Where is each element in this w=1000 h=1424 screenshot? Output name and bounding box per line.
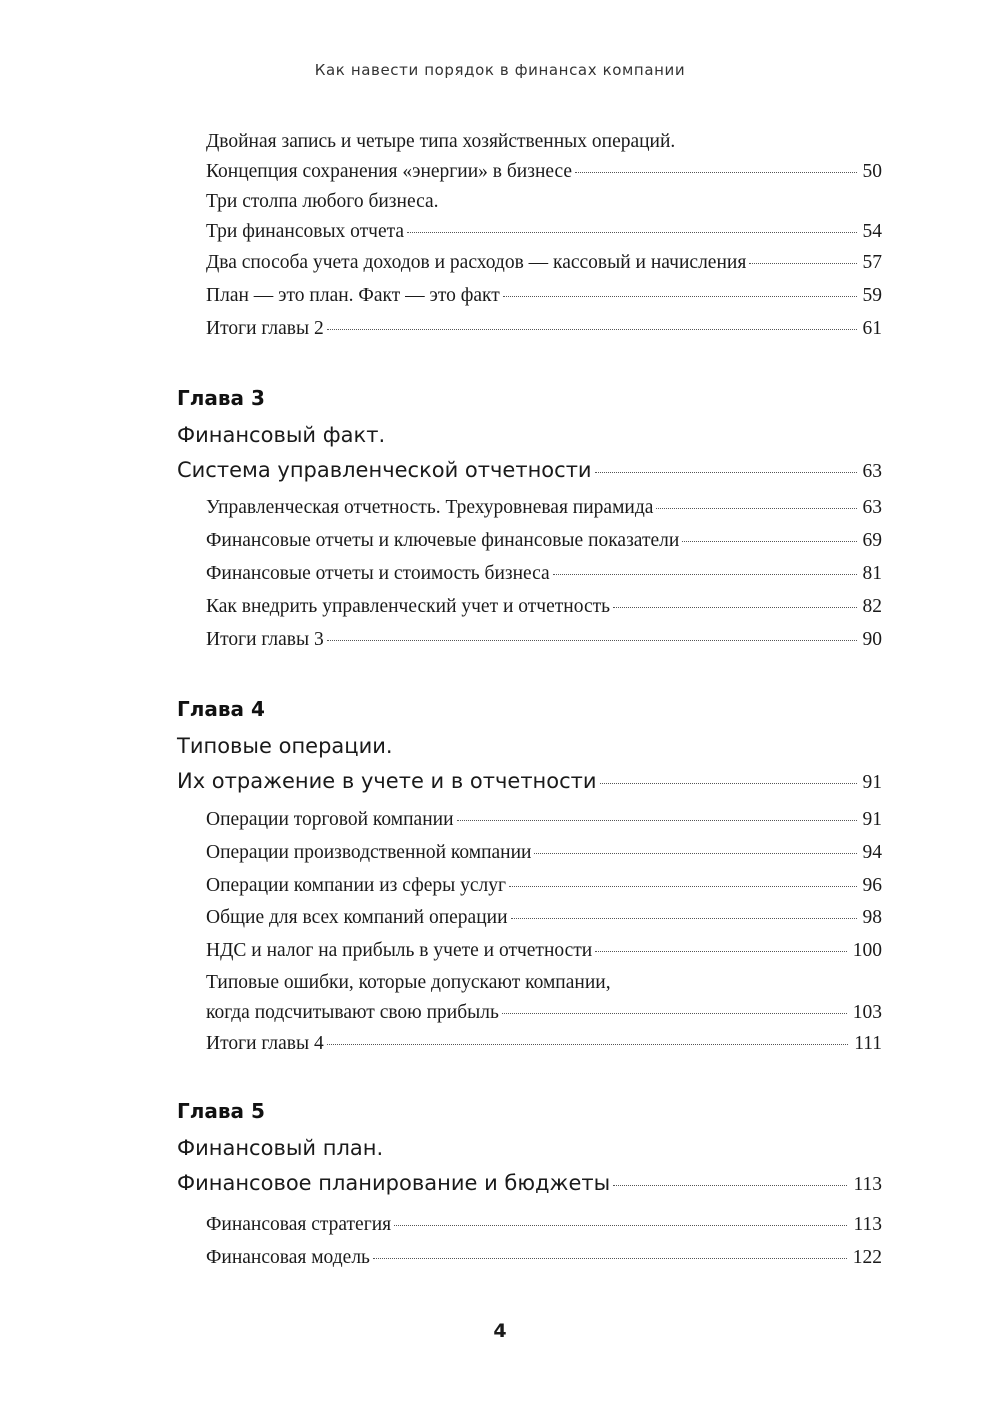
toc-page-number: 111 — [854, 1033, 882, 1054]
toc-page-number: 122 — [852, 1247, 882, 1268]
toc-entry[interactable] — [206, 525, 882, 557]
toc-entry[interactable] — [206, 186, 882, 248]
chapter-title[interactable] — [177, 1131, 882, 1201]
toc-entry[interactable] — [206, 1028, 882, 1060]
dot-leader — [457, 819, 857, 821]
toc-entry-title: Операции торговой компании — [206, 809, 454, 830]
dot-leader — [407, 231, 856, 233]
chapter-label: Глава 3 — [177, 386, 265, 410]
toc-entry-title: Финансовые отчеты и ключевые финансовые показатели — [206, 530, 680, 551]
chapter-title[interactable] — [177, 729, 882, 799]
toc-entry-title: Итоги главы 4 — [206, 1033, 324, 1054]
toc-page-number: 59 — [862, 285, 882, 306]
dot-leader — [575, 171, 856, 173]
toc-page-number: 50 — [862, 161, 882, 182]
toc-entry-title: Операции производственной компании — [206, 842, 532, 863]
toc-page-number: 91 — [862, 809, 882, 830]
page-number: 4 — [493, 1320, 507, 1342]
toc-page-number: 94 — [862, 842, 882, 863]
dot-leader — [327, 1043, 848, 1045]
toc-page-number: 90 — [862, 629, 882, 650]
toc-entry-title: Финансовая модель — [206, 1247, 370, 1268]
dot-leader — [749, 262, 856, 264]
dot-leader — [613, 1184, 847, 1186]
toc-page-number: 54 — [862, 221, 882, 242]
dot-leader — [595, 471, 857, 473]
dot-leader — [373, 1257, 847, 1259]
toc-entry[interactable] — [206, 837, 882, 869]
dot-leader — [511, 917, 857, 919]
toc-page-number: 81 — [862, 563, 882, 584]
toc-page-number: 96 — [862, 875, 882, 896]
toc-entry-title-line1: Три столпа любого бизнеса. — [206, 191, 439, 212]
dot-leader — [534, 852, 856, 854]
toc-entry-title: когда подсчитывают свою прибыль — [206, 1002, 499, 1023]
toc-entry[interactable] — [206, 126, 882, 188]
toc-entry-title-line1: Типовые ошибки, которые допускают компании, — [206, 972, 611, 993]
toc-entry[interactable] — [206, 280, 882, 312]
dot-leader — [682, 540, 856, 542]
toc-entry-title: Итоги главы 3 — [206, 629, 324, 650]
toc-entry-title: Два способа учета доходов и расходов — кассовый и начисления — [206, 252, 747, 273]
toc-entry-title-line1: Двойная запись и четыре типа хозяйственных операций. — [206, 131, 676, 152]
toc-page-number: 82 — [862, 596, 882, 617]
toc-page-number: 113 — [853, 1214, 882, 1235]
dot-leader — [327, 639, 857, 641]
chapter-page-number: 63 — [862, 461, 882, 482]
dot-leader — [600, 782, 857, 784]
toc-entry-title: НДС и налог на прибыль в учете и отчетности — [206, 940, 593, 961]
toc-entry[interactable] — [206, 492, 882, 524]
toc-entry[interactable] — [206, 558, 882, 590]
chapter-title-line1: Типовые операции. — [177, 734, 393, 758]
toc-entry-title: Как внедрить управленческий учет и отчетность — [206, 596, 611, 617]
toc-page-number: 98 — [862, 907, 882, 928]
toc-entry[interactable] — [206, 935, 882, 967]
chapter-title-line1: Финансовый план. — [177, 1136, 384, 1160]
dot-leader — [503, 295, 857, 297]
toc-page-number: 61 — [862, 318, 882, 339]
toc-entry-title: Финансовая стратегия — [206, 1214, 392, 1235]
toc-entry-title: Операции компании из сферы услуг — [206, 875, 507, 896]
toc-entry-title: Итоги главы 2 — [206, 318, 324, 339]
dot-leader — [656, 507, 856, 509]
toc-entry-title: Финансовые отчеты и стоимость бизнеса — [206, 563, 550, 584]
toc-entry[interactable] — [206, 967, 882, 1029]
toc-entry[interactable] — [206, 804, 882, 836]
running-head: Как навести порядок в финансах компании — [314, 61, 686, 79]
dot-leader — [613, 606, 856, 608]
toc-entry-title: Три финансовых отчета — [206, 221, 405, 242]
toc-page-number: 69 — [862, 530, 882, 551]
toc-entry-title: Управленческая отчетность. Трехуровневая пирамида — [206, 497, 654, 518]
chapter-title-line1: Финансовый факт. — [177, 423, 386, 447]
chapter-page-number: 113 — [853, 1174, 882, 1195]
dot-leader — [553, 573, 857, 575]
toc-entry-title: План — это план. Факт — это факт — [206, 285, 500, 306]
chapter-title-line2: Их отражение в учете и в отчетности — [177, 769, 597, 793]
toc-entry[interactable] — [206, 870, 882, 902]
chapter-title-line2: Система управленческой отчетности — [177, 458, 592, 482]
toc-entry[interactable] — [206, 247, 882, 279]
toc-entry[interactable] — [206, 902, 882, 934]
dot-leader — [509, 885, 856, 887]
chapter-page-number: 91 — [862, 772, 882, 793]
toc-page-number: 103 — [852, 1002, 882, 1023]
toc-entry-title: Общие для всех компаний операции — [206, 907, 508, 928]
toc-entry[interactable] — [206, 591, 882, 623]
toc-page-number: 63 — [862, 497, 882, 518]
dot-leader — [595, 950, 847, 952]
dot-leader — [394, 1224, 847, 1226]
chapter-title[interactable] — [177, 418, 882, 488]
chapter-label: Глава 5 — [177, 1099, 265, 1123]
toc-entry[interactable] — [206, 1242, 882, 1274]
toc-entry-title: Концепция сохранения «энергии» в бизнесе — [206, 161, 573, 182]
dot-leader — [327, 328, 857, 330]
toc-page-number: 100 — [852, 940, 882, 961]
chapter-label: Глава 4 — [177, 697, 265, 721]
toc-entry[interactable] — [206, 624, 882, 656]
toc-page-number: 57 — [862, 252, 882, 273]
toc-entry[interactable] — [206, 1209, 882, 1241]
chapter-title-line2: Финансовое планирование и бюджеты — [177, 1171, 611, 1195]
dot-leader — [502, 1012, 847, 1014]
toc-entry[interactable] — [206, 313, 882, 345]
